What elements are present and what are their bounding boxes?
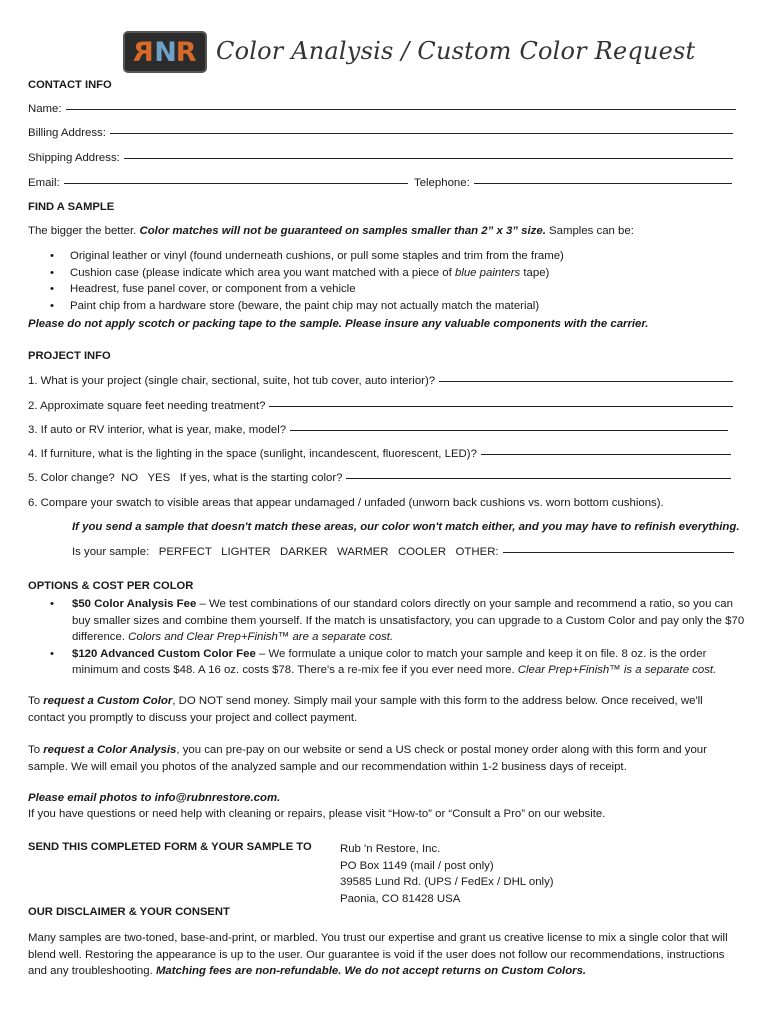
billing-address-field[interactable]	[28, 127, 733, 139]
question-5-field[interactable]: 5. Color change? NO YES If yes, what is the starting color?	[28, 472, 731, 484]
list-item: • Paint chip from a hardware store (beware, the paint chip may not actually match the material)	[50, 299, 540, 312]
question-6: 6. Compare your swatch to visible areas that appear undamaged / unfaded (unworn back cushions vs. worn bottom cushions).	[28, 497, 664, 509]
sample-bullets	[50, 248, 564, 314]
send-heading: SEND THIS COMPLETED FORM & YOUR SAMPLE TO	[28, 841, 312, 853]
shipping-label: Shipping Address:	[28, 152, 120, 164]
sample-intro: The bigger the better. Color matches will not be guaranteed on samples smaller than 2” x 3” size. Samples can be:	[28, 225, 634, 237]
name-label: Name:	[28, 103, 62, 115]
color-analysis-instructions: To request a Color Analysis, you can pre-pay on our website or send a US check or postal money order along with this form and your sample. We will email you photos of the analyzed sample and our recommendation within 1-2 business days of receipt.	[28, 744, 707, 773]
custom-color-instructions: To request a Custom Color, DO NOT send money. Simply mail your sample with this form to the address below. Once received, we'll contact you promptly to discuss your project and collect payment.	[28, 695, 703, 724]
sample-heading: FIND A SAMPLE	[28, 201, 115, 213]
mailing-address: Rub 'n Restore, Inc. PO Box 1149 (mail / post only) 39585 Lund Rd. (UPS / FedEx / DHL only) Paonia, CO 81428 USA	[340, 843, 554, 905]
form-title: Color Analysis / Custom Color Request	[216, 37, 696, 65]
email-label: Email:	[28, 177, 60, 189]
contact-heading: CONTACT INFO	[28, 79, 112, 91]
question-3-field[interactable]: 3. If auto or RV interior, what is year, make, model?	[28, 424, 728, 436]
name-field[interactable]	[28, 103, 736, 115]
disclaimer-heading: OUR DISCLAIMER & YOUR CONSENT	[28, 906, 230, 918]
disclaimer-text: Many samples are two-toned, base-and-print, or marbled. You trust our expertise and grant us creative license to mix a single color that will blend well. Restoring the appearance is up to the user. Our guarantee is void if the user does not follow our recommendations, instructions and any troubleshooting. Matching fees are non-refundable. We do not accept returns on Custom Colors.	[28, 932, 728, 977]
list-item: • Original leather or vinyl (found underneath cushions, or pull some staples and trim from the frame)	[50, 250, 564, 262]
question-4-field[interactable]: 4. If furniture, what is the lighting in the space (sunlight, incandescent, fluorescent, LED)?	[28, 448, 731, 460]
options-heading: OPTIONS & COST PER COLOR	[28, 580, 194, 592]
billing-label: Billing Address:	[28, 127, 106, 139]
telephone-label: Telephone:	[414, 177, 470, 189]
email-field[interactable]	[28, 177, 408, 189]
options-list	[50, 596, 750, 679]
question-6-note: If you send a sample that doesn't match these areas, our color won't match either, and you may have to refinish everything.	[72, 521, 740, 533]
project-heading: PROJECT INFO	[28, 350, 111, 362]
list-item: • Headrest, fuse panel cover, or component from a vehicle	[50, 283, 356, 295]
list-item: • $50 Color Analysis Fee – We test combinations of our standard colors directly on your sample and recommend a ratio, so you can buy smaller sizes and combine them yourself. If the match is unsatisfactory, you can upgrade to a Custom Color and pay only the $70 difference. Colors and Clear Prep+Finish™ are a separate cost.	[50, 598, 745, 643]
tape-warning: Please do not apply scotch or packing tape to the sample. Please insure any valuable components with the carrier.	[28, 318, 649, 330]
rnr-logo: R N R	[123, 31, 207, 73]
list-item: • Cushion case (please indicate which area you want matched with a piece of blue painters tape)	[50, 266, 550, 279]
list-item: • $120 Advanced Custom Color Fee – We formulate a unique color to match your sample and keep it on file. 8 oz. is the order minimum and costs $48. A 16 oz. costs $78. There's a re-mix fee if you ever need more. Clear Prep+Finish™ is a separate cost.	[50, 647, 717, 676]
question-2-field[interactable]: 2. Approximate square feet needing treatment?	[28, 400, 733, 412]
help-line: If you have questions or need help with cleaning or repairs, please visit “How-to” or “Consult a Pro” on our website.	[28, 808, 606, 820]
telephone-field[interactable]	[414, 177, 732, 189]
shipping-address-field[interactable]	[28, 152, 733, 164]
sample-match-field[interactable]: Is your sample: PERFECT LIGHTER DARKER WARMER COOLER OTHER:	[72, 546, 734, 558]
question-1-field[interactable]: 1. What is your project (single chair, sectional, suite, hot tub cover, auto interior)?	[28, 375, 733, 387]
email-photos-line: Please email photos to info@rubnrestore.com.	[28, 792, 281, 804]
